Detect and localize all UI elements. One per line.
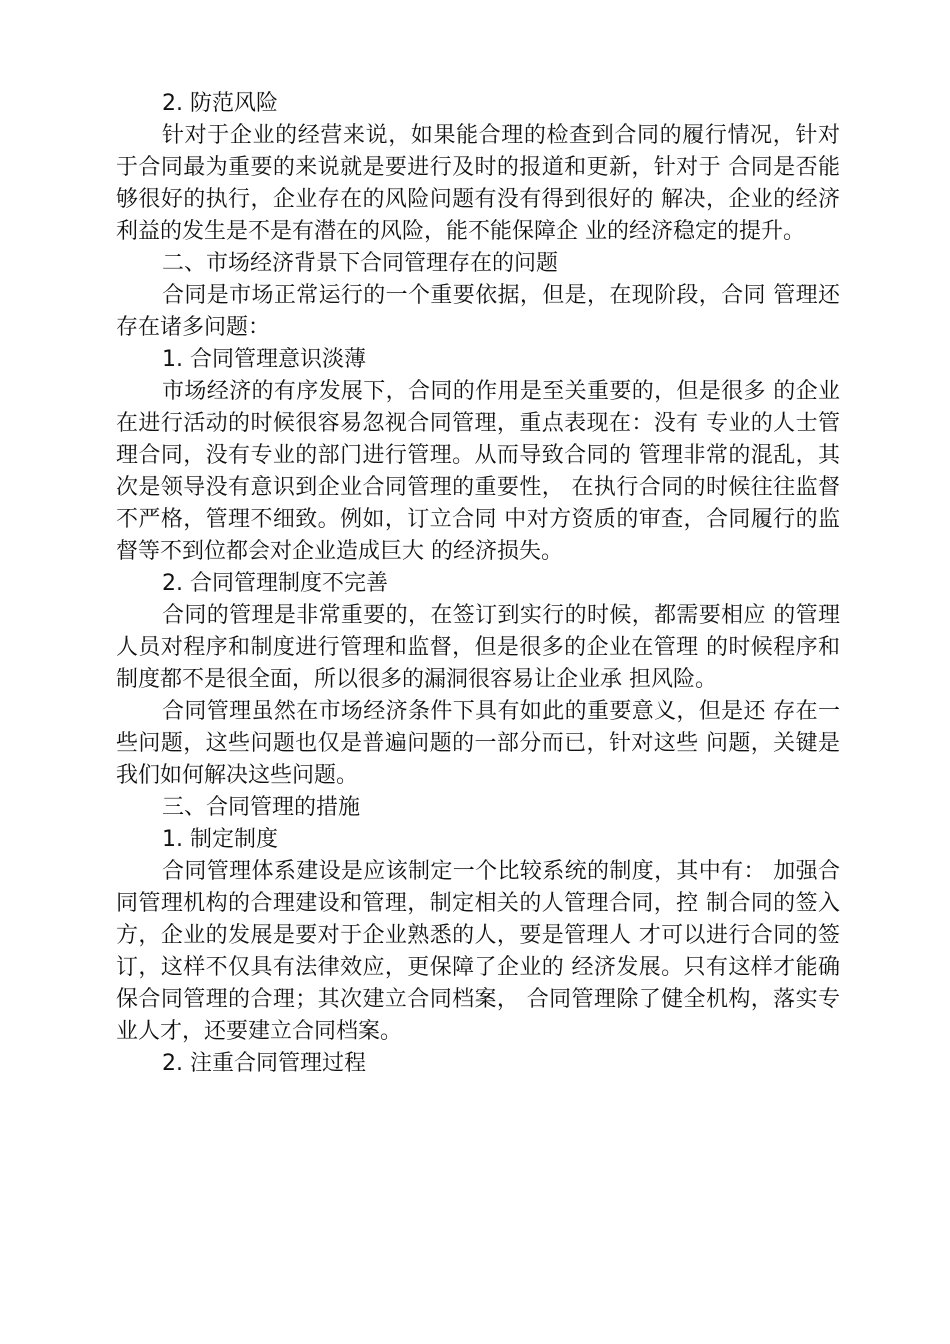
paragraph-problems-intro: 合同是市场正常运行的一个重要依据，但是，在现阶段，合同 管理还存在诸多问题： [116,283,840,340]
subheading-incomplete-system: 2. 合同管理制度不完善 [162,571,388,596]
section-heading-problems: 二、市场经济背景下合同管理存在的问题 [162,251,559,276]
document-body [116,88,840,1080]
paragraph-incomplete-system: 合同的管理是非常重要的，在签订到实行的时候，都需要相应 的管理人员对程序和制度进行管理和监督，但是很多的企业在管理 的时候程序和制度都不是很全面，所以很多的漏洞很容易让企业承 担风险。 [116,603,840,692]
section-heading-measures: 三、合同管理的措施 [162,795,361,820]
paragraph-risk-description: 针对于企业的经营来说，如果能合理的检查到合同的履行情况，针对于合同最为重要的来说就是要进行及时的报道和更新，针对于 合同是否能够很好的执行，企业存在的风险问题有没有得到很好的 解决，企业的经济利益的发生是不是有潜在的风险，能不能保障企 业的经济稳定的提升。 [116,123,840,244]
paragraph-weak-awareness: 市场经济的有序发展下，合同的作用是至关重要的，但是很多 的企业在进行活动的时候很容易忽视合同管理，重点表现在：没有 专业的人士管理合同，没有专业的部门进行管理。从而导致合同的 管理非常的混乱，其次是领导没有意识到企业合同管理的重要性， 在执行合同的时候往往监督不严格，管理不细致。例如，订立合同 中对方资质的审查，合同履行的监督等不到位都会对企业造成巨大 的经济损失。 [116,379,840,564]
paragraph-make-system: 合同管理体系建设是应该制定一个比较系统的制度，其中有： 加强合同管理机构的合理建设和管理，制定相关的人管理合同，控 制合同的签入方，企业的发展是要对于企业熟悉的人，要是管理人 才可以进行合同的签订，这样不仅具有法律效应，更保障了企业的 经济发展。只有这样才能确保合同管理的合理；其次建立合同档案， 合同管理除了健全机构，落实专业人才，还要建立合同档案。 [116,859,840,1044]
subheading-management-process: 2. 注重合同管理过程 [162,1051,366,1076]
paragraph-problems-summary: 合同管理虽然在市场经济条件下具有如此的重要意义，但是还 存在一些问题，这些问题也仅是普遍问题的一部分而已，针对这些 问题，关键是我们如何解决这些问题。 [116,699,840,788]
section-heading-prevent-risk: 2. 防范风险 [162,91,278,116]
subheading-make-system: 1. 制定制度 [162,827,278,852]
subheading-weak-awareness: 1. 合同管理意识淡薄 [162,347,366,372]
